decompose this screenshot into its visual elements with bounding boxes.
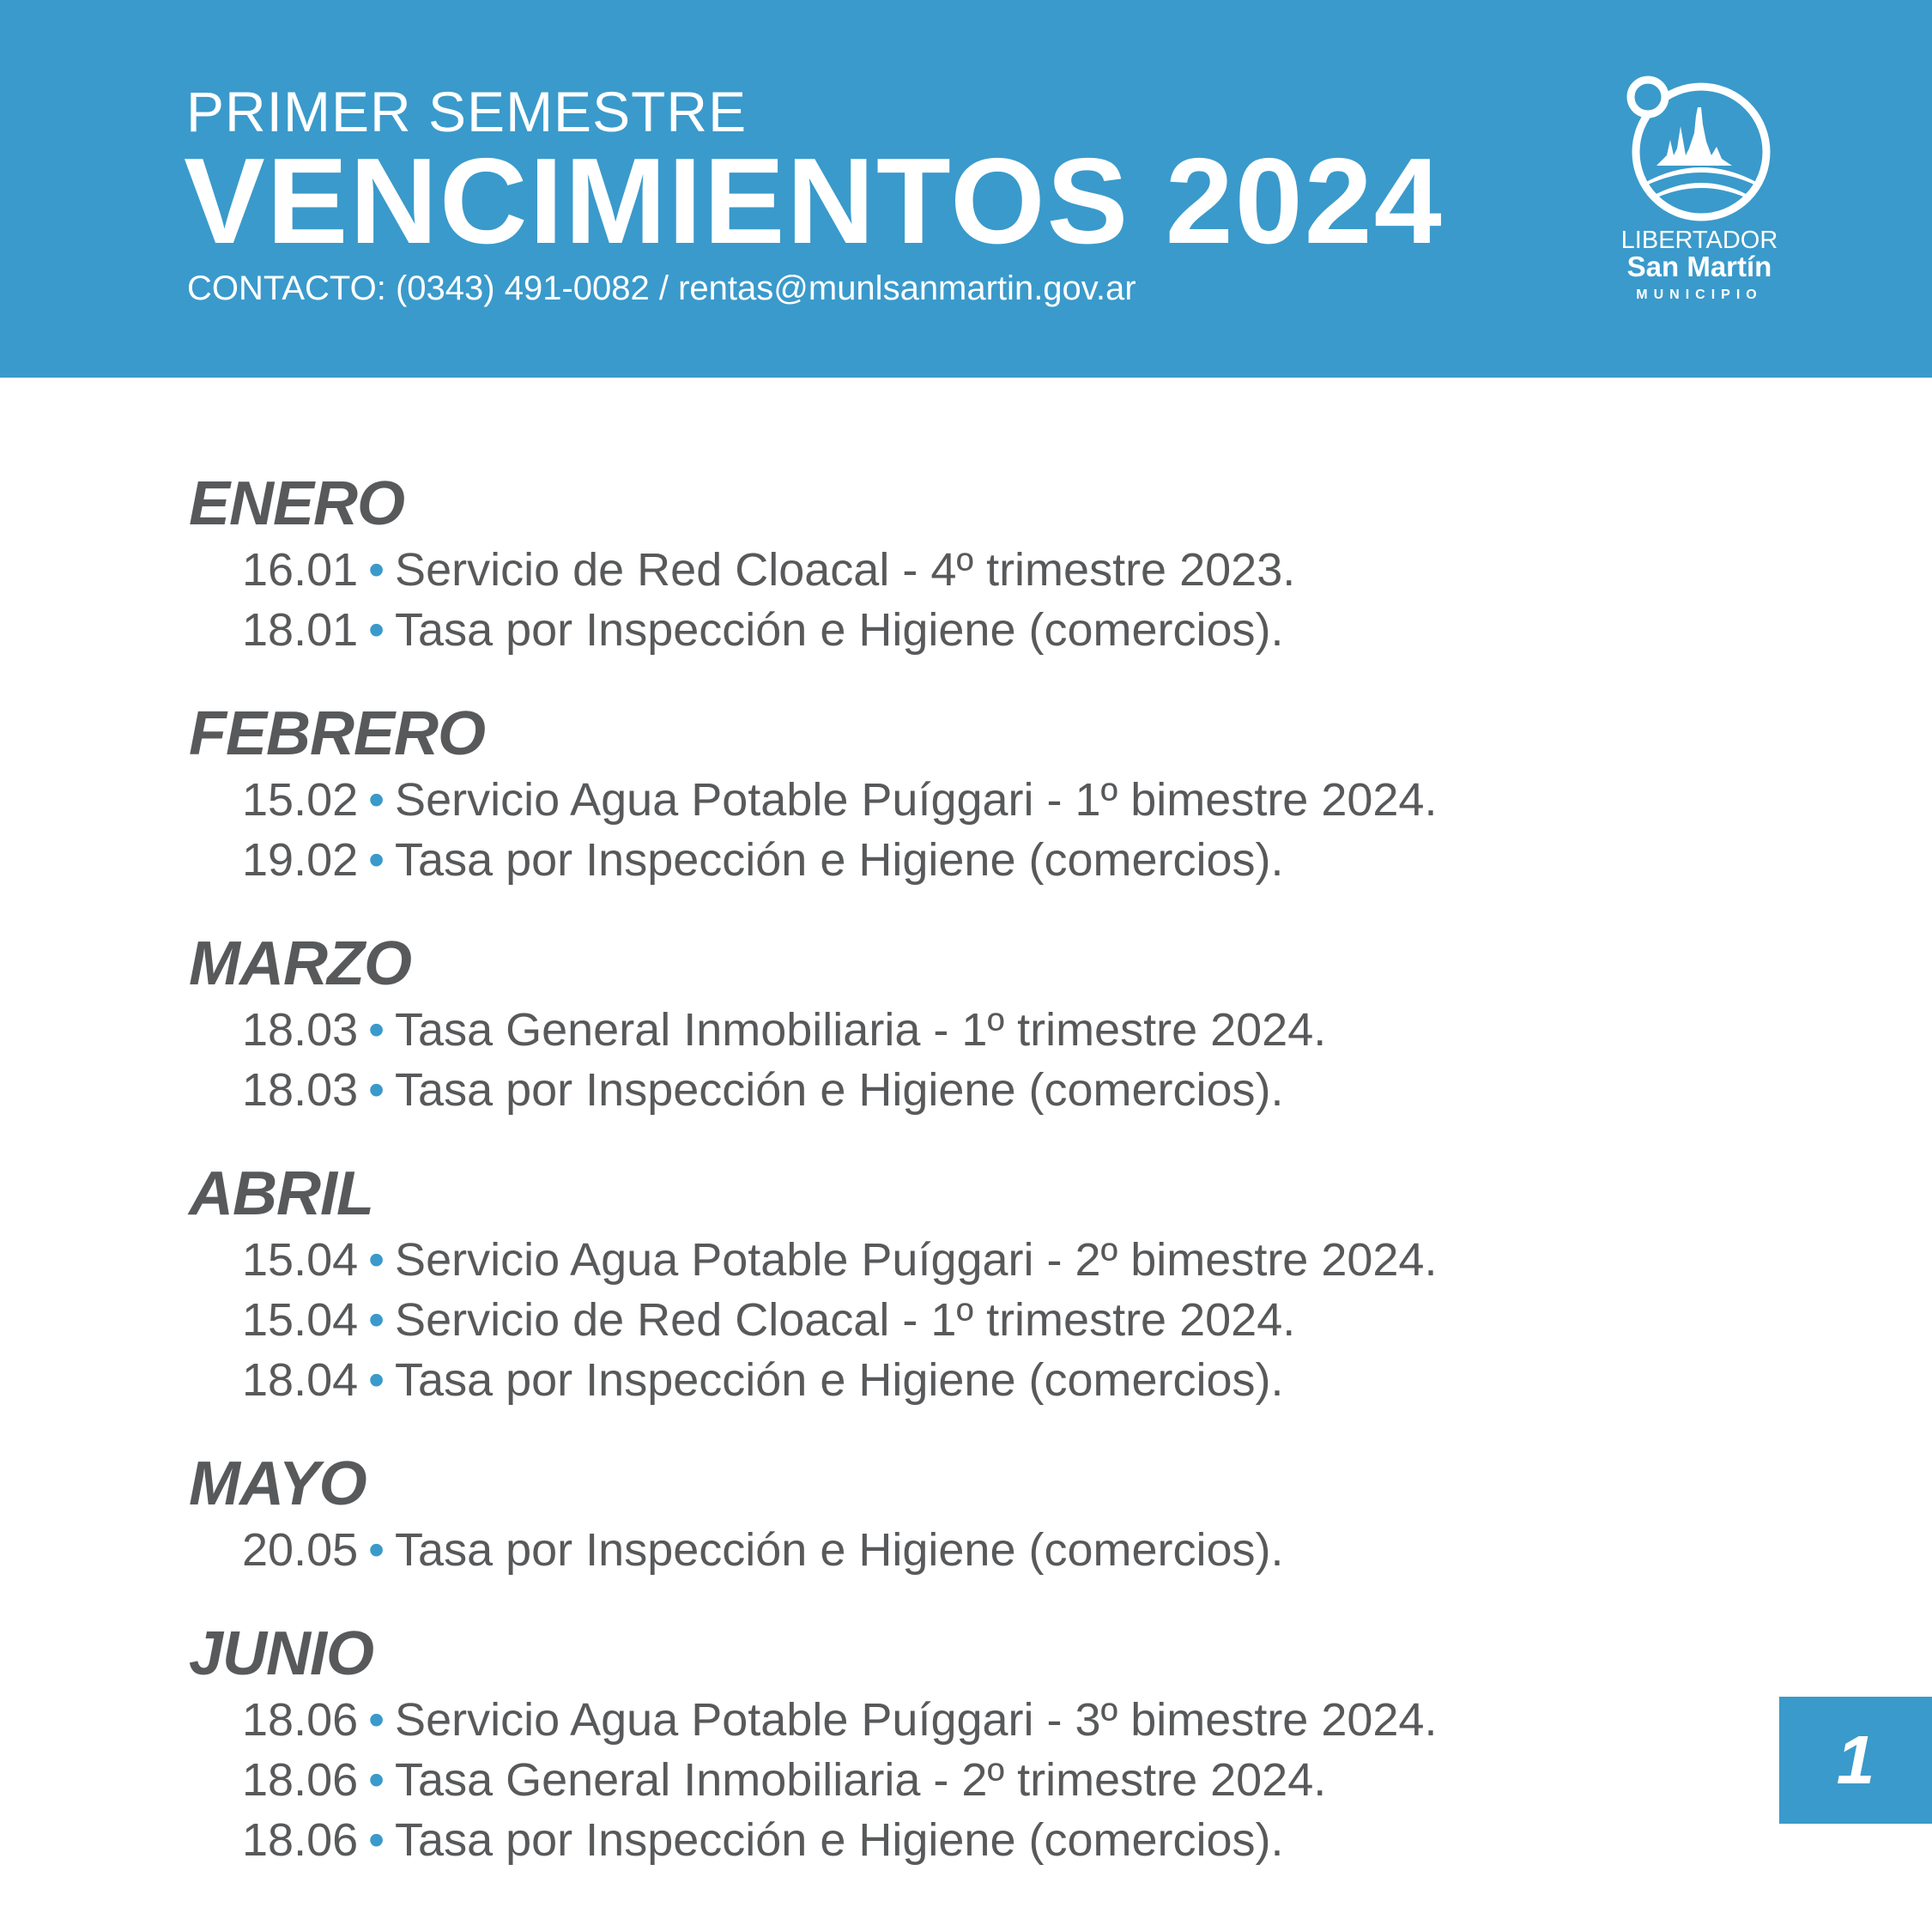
deadline-date: 18.03 xyxy=(242,1004,359,1056)
bullet-icon: • xyxy=(368,1004,385,1056)
page-number: 1 xyxy=(1836,1722,1875,1798)
month-title: FEBRERO xyxy=(189,699,486,768)
deadline-description: Servicio de Red Cloacal - 4º trimestre 2023. xyxy=(395,544,1296,596)
month-section-febrero xyxy=(189,698,1734,890)
month-section-junio xyxy=(189,1618,1734,1870)
bullet-icon: • xyxy=(368,1294,385,1346)
deadlines-list xyxy=(189,468,1734,1908)
municipality-logo xyxy=(1614,73,1785,309)
deadline-date: 18.06 xyxy=(242,1694,359,1746)
deadline-description: Tasa por Inspección e Higiene (comercios). xyxy=(395,1354,1284,1406)
deadline-entry xyxy=(242,1350,1734,1410)
deadline-description: Servicio Agua Potable Puíggari - 2º bimestre 2024. xyxy=(395,1234,1438,1286)
deadline-entry xyxy=(242,770,1734,830)
month-section-enero xyxy=(189,468,1734,660)
deadline-date: 18.04 xyxy=(242,1354,359,1406)
logo-text-san-martin: San Martín xyxy=(1626,251,1772,282)
deadline-entry xyxy=(242,1000,1734,1060)
page-number-badge xyxy=(1779,1697,1932,1824)
month-title: JUNIO xyxy=(189,1619,374,1688)
deadline-date: 19.02 xyxy=(242,834,359,886)
month-title: ABRIL xyxy=(189,1159,373,1228)
bullet-icon: • xyxy=(368,1354,385,1406)
deadline-date: 18.03 xyxy=(242,1064,359,1116)
municipality-emblem-icon xyxy=(1622,73,1777,227)
deadline-description: Tasa por Inspección e Higiene (comercios). xyxy=(395,604,1284,656)
deadline-date: 16.01 xyxy=(242,544,359,596)
deadline-description: Tasa por Inspección e Higiene (comercios). xyxy=(395,1814,1284,1866)
deadline-description: Tasa General Inmobiliaria - 2º trimestre 2024. xyxy=(395,1754,1327,1806)
month-section-abril xyxy=(189,1158,1734,1410)
deadline-description: Servicio Agua Potable Puíggari - 1º bimestre 2024. xyxy=(395,774,1438,826)
deadline-entry xyxy=(242,1520,1734,1580)
month-section-mayo xyxy=(189,1448,1734,1580)
bullet-icon: • xyxy=(368,604,385,656)
deadline-entry xyxy=(242,540,1734,600)
month-title: MAYO xyxy=(189,1450,366,1518)
deadline-date: 20.05 xyxy=(242,1524,359,1576)
month-section-marzo xyxy=(189,928,1734,1120)
deadline-description: Servicio de Red Cloacal - 1º trimestre 2024. xyxy=(395,1294,1296,1346)
deadline-description: Tasa General Inmobiliaria - 1º trimestre 2024. xyxy=(395,1004,1327,1056)
deadline-entry xyxy=(242,830,1734,890)
deadline-description: Tasa por Inspección e Higiene (comercios). xyxy=(395,1524,1284,1576)
deadline-date: 15.02 xyxy=(242,774,359,826)
logo-text-libertador: LIBERTADOR xyxy=(1620,227,1778,254)
contact-info: CONTACTO: (0343) 491-0082 / rentas@munlsanmartin.gov.ar xyxy=(187,269,1136,307)
month-title: MARZO xyxy=(189,929,411,998)
bullet-icon: • xyxy=(368,1754,385,1806)
bullet-icon: • xyxy=(368,544,385,596)
deadline-entry xyxy=(242,1060,1734,1120)
deadline-date: 15.04 xyxy=(242,1234,359,1286)
deadline-date: 15.04 xyxy=(242,1294,359,1346)
bullet-icon: • xyxy=(368,1064,385,1116)
deadline-entry xyxy=(242,1290,1734,1350)
deadline-entry xyxy=(242,1690,1734,1750)
header-banner xyxy=(0,0,1932,378)
bullet-icon: • xyxy=(368,834,385,886)
bullet-icon: • xyxy=(368,774,385,826)
page-subtitle: PRIMER SEMESTRE xyxy=(186,80,748,143)
deadline-description: Tasa por Inspección e Higiene (comercios). xyxy=(395,834,1284,886)
deadline-date: 18.01 xyxy=(242,604,359,656)
deadline-date: 18.06 xyxy=(242,1814,359,1866)
bullet-icon: • xyxy=(368,1524,385,1576)
page-title: VENCIMIENTOS 2024 xyxy=(184,133,1444,269)
deadline-entry xyxy=(242,1230,1734,1290)
deadline-entry xyxy=(242,1750,1734,1810)
bullet-icon: • xyxy=(368,1694,385,1746)
deadline-entry xyxy=(242,1810,1734,1870)
deadline-entry xyxy=(242,600,1734,660)
deadline-description: Tasa por Inspección e Higiene (comercios). xyxy=(395,1064,1284,1116)
bullet-icon: • xyxy=(368,1234,385,1286)
bullet-icon: • xyxy=(368,1814,385,1866)
logo-text-municipio: MUNICIPIO xyxy=(1636,288,1763,302)
deadline-date: 18.06 xyxy=(242,1754,359,1806)
deadline-description: Servicio Agua Potable Puíggari - 3º bimestre 2024. xyxy=(395,1694,1438,1746)
month-title: ENERO xyxy=(189,469,405,538)
